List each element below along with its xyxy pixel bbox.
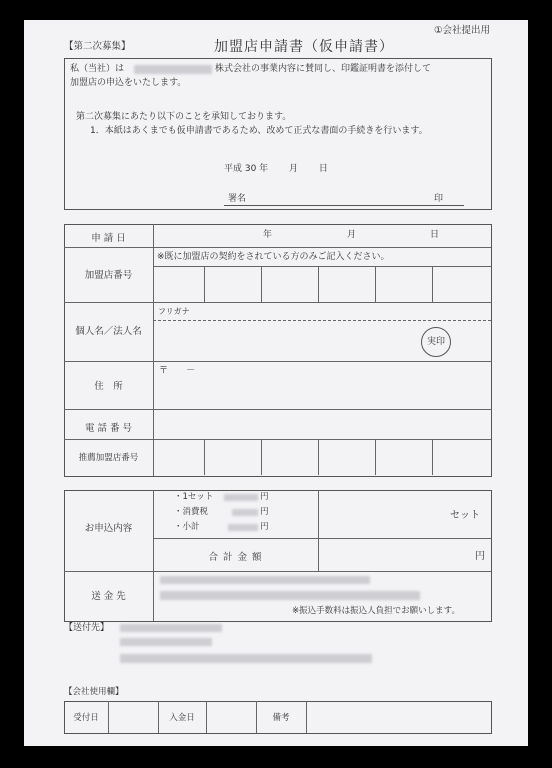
redacted-price bbox=[224, 494, 258, 501]
redacted-send-to-address bbox=[120, 654, 372, 663]
digit-cell-divider bbox=[375, 266, 376, 302]
declaration-line4: 1．本紙はあくまでも仮申請書であるため、改めて正式な書面の手続きを行います。 bbox=[90, 126, 428, 136]
digit-cell-divider bbox=[204, 439, 205, 475]
redacted-price bbox=[232, 509, 258, 516]
row-divider bbox=[64, 571, 491, 572]
company-use-divider bbox=[306, 701, 307, 733]
declaration-line1-prefix: 私（当社）は bbox=[70, 64, 125, 74]
applicant-name-label: 個人名／法人名 bbox=[75, 326, 142, 337]
declaration-line3: 第二次募集にあたり以下のことを承知しております。 bbox=[76, 112, 292, 122]
digit-cell-divider bbox=[204, 266, 205, 302]
digit-cell-divider bbox=[318, 266, 319, 302]
date-day-unit: 日 bbox=[430, 230, 440, 240]
digit-cell-divider bbox=[261, 266, 262, 302]
signature-line[interactable] bbox=[224, 205, 464, 206]
payment-date-label: 入金日 bbox=[169, 713, 195, 723]
phone-number-label: 電 話 番 号 bbox=[84, 423, 133, 434]
received-date-label: 受付日 bbox=[73, 713, 99, 723]
redacted-bank-info bbox=[160, 576, 370, 584]
date-month-unit: 月 bbox=[347, 230, 357, 240]
row-divider bbox=[64, 361, 491, 362]
order-item-yen: 円 bbox=[260, 522, 269, 532]
date-year-unit: 年 bbox=[263, 230, 273, 240]
store-number-label: 加盟店番号 bbox=[84, 270, 133, 281]
declaration-date: 平成 30 年 月 日 bbox=[224, 164, 328, 174]
company-use-divider bbox=[206, 701, 207, 733]
redacted-send-to-name bbox=[120, 624, 222, 632]
registered-seal-mark: 実印 bbox=[421, 327, 451, 357]
remittance-label: 送 金 先 bbox=[91, 591, 126, 602]
furigana-label: フリガナ bbox=[158, 307, 190, 316]
row-divider bbox=[64, 247, 491, 248]
digit-cell-divider bbox=[375, 439, 376, 475]
redacted-account-info bbox=[160, 591, 420, 600]
furigana-divider bbox=[153, 320, 491, 321]
send-to-label: 【送付先】 bbox=[64, 623, 110, 633]
order-item-yen: 円 bbox=[260, 507, 269, 517]
row-divider bbox=[64, 439, 491, 440]
declaration-line2: 加盟店の申込をいたします。 bbox=[70, 78, 187, 88]
recruitment-round-tag: 【第二次募集】 bbox=[64, 41, 131, 52]
remarks-label: 備考 bbox=[272, 713, 290, 723]
digit-cell-divider bbox=[432, 266, 433, 302]
row-divider bbox=[64, 302, 491, 303]
signature-seal-label: 印 bbox=[434, 194, 444, 204]
declaration-line1-suffix: 株式会社の事業内容に賛同し、印鑑証明書を添付して bbox=[215, 64, 432, 74]
transfer-fee-note: ※振込手数料は振込人負担でお願いします。 bbox=[292, 606, 460, 616]
signature-label: 署名 bbox=[228, 194, 247, 204]
application-form-sheet bbox=[24, 20, 528, 746]
postal-code-field: 〒 － bbox=[159, 366, 196, 376]
redacted-company-name bbox=[134, 65, 212, 74]
order-item-set: ・1セット bbox=[174, 492, 214, 502]
copy-designation: ①会社提出用 bbox=[434, 25, 491, 36]
address-label: 住 所 bbox=[94, 381, 123, 392]
set-unit-label: セット bbox=[450, 510, 480, 521]
order-item-yen: 円 bbox=[260, 492, 269, 502]
digit-cell-divider bbox=[261, 439, 262, 475]
referrer-store-number-label: 推薦加盟店番号 bbox=[78, 453, 139, 463]
digit-cell-divider bbox=[318, 439, 319, 475]
total-amount-label: 合 計 金 額 bbox=[208, 552, 263, 563]
company-use-divider bbox=[108, 701, 109, 733]
company-use-label: 【会社使用欄】 bbox=[64, 687, 124, 697]
digit-cell-divider bbox=[432, 439, 433, 475]
application-date-label: 申 請 日 bbox=[91, 233, 126, 244]
order-item-subtotal: ・小計 bbox=[174, 522, 200, 532]
order-details-label: お申込内容 bbox=[84, 523, 133, 534]
row-divider bbox=[153, 538, 491, 539]
row-divider bbox=[64, 409, 491, 410]
total-yen-unit: 円 bbox=[475, 551, 485, 562]
order-item-tax: ・消費税 bbox=[174, 507, 209, 517]
redacted-send-to-company bbox=[120, 638, 212, 646]
order-cell-divider bbox=[318, 490, 319, 571]
form-title: 加盟店申請書（仮申請書） bbox=[214, 39, 394, 55]
redacted-price bbox=[228, 524, 258, 531]
store-number-note: ※既に加盟店の契約をされている方のみご記入ください。 bbox=[157, 252, 390, 262]
